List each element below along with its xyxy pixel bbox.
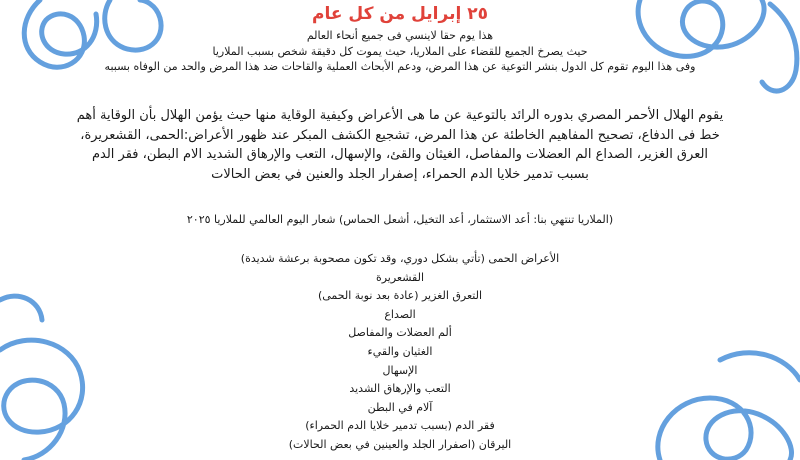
symptom-item: فقر الدم (بسبب تدمير خلايا الدم الحمراء): [305, 419, 495, 433]
intro-line: هذا يوم حقا لاينسي فى جميع أنحاء العالم: [306, 29, 494, 42]
symptom-item: آلام في البطن: [367, 400, 433, 414]
symptom-item: التعرق الغزير (عادة بعد نوبة الحمى): [317, 289, 483, 303]
symptom-item: الصداع: [384, 307, 416, 321]
main-paragraph: [22, 106, 778, 184]
paragraph-line: يقوم الهلال الأحمر المصري بدوره الرائد بالتوعية عن ما هى الأعراض وكيفية الوقاية منها حيث يؤمن الهلال بأن الوقاية أهم: [76, 108, 724, 123]
page-title: ٢٥ إبرايل من كل عام: [312, 4, 488, 24]
intro-block: [0, 28, 800, 75]
symptom-item: الأعراض الحمى (تأتي بشكل دوري، وقد تكون مصحوبة برعشة شديدة): [240, 252, 560, 265]
intro-line: وفى هذا اليوم تقوم كل الدول بنشر التوعية عن هذا المرض، ودعم الأبحاث العملية والقاحات ضد هذا المرض والحد من الوفاه بسببه: [104, 60, 696, 73]
symptom-item: الغثيان والقيء: [367, 344, 433, 358]
paragraph-line: العرق الغزير، الصداع الم العضلات والمفاصل، الغيثان والقئ، والإسهال، التعب والإرهاق الشديد الام البطن، فقر الدم: [91, 147, 709, 162]
intro-line: حيث يصرخ الجميع للقضاء على الملاريا، حيث يموت كل دقيقة شخص بسبب الملاريا: [212, 44, 588, 58]
symptom-item: القشعريرة: [375, 270, 425, 284]
paragraph-line: خط فى الدفاع، تصحيح المفاهيم الخاطئة عن هذا المرض، تشجيع الكشف المبكر عند ظهور الأعراض:الحمى، القشعريرة،: [80, 127, 720, 143]
paragraph-line: بسبب تدمير خلايا الدم الحمراء، إصفرار الجلد والعنين في بعض الحالات: [211, 166, 589, 182]
symptom-item: التعب والإرهاق الشديد: [349, 382, 451, 396]
slogan-line: (الملاريا تنتهي بنا: أعد الاستثمار، أعد التخيل، أشعل الحماس) شعار اليوم العالمي للملاريا ٢٠٢٥: [186, 213, 614, 226]
symptom-item: الإسهال: [382, 363, 418, 377]
symptom-item: ألم العضلات والمفاصل: [348, 326, 452, 340]
symptoms-list: [0, 250, 800, 455]
symptom-item: اليرقان (اصفرار الجلد والعينين في بعض الحالات): [288, 437, 512, 451]
